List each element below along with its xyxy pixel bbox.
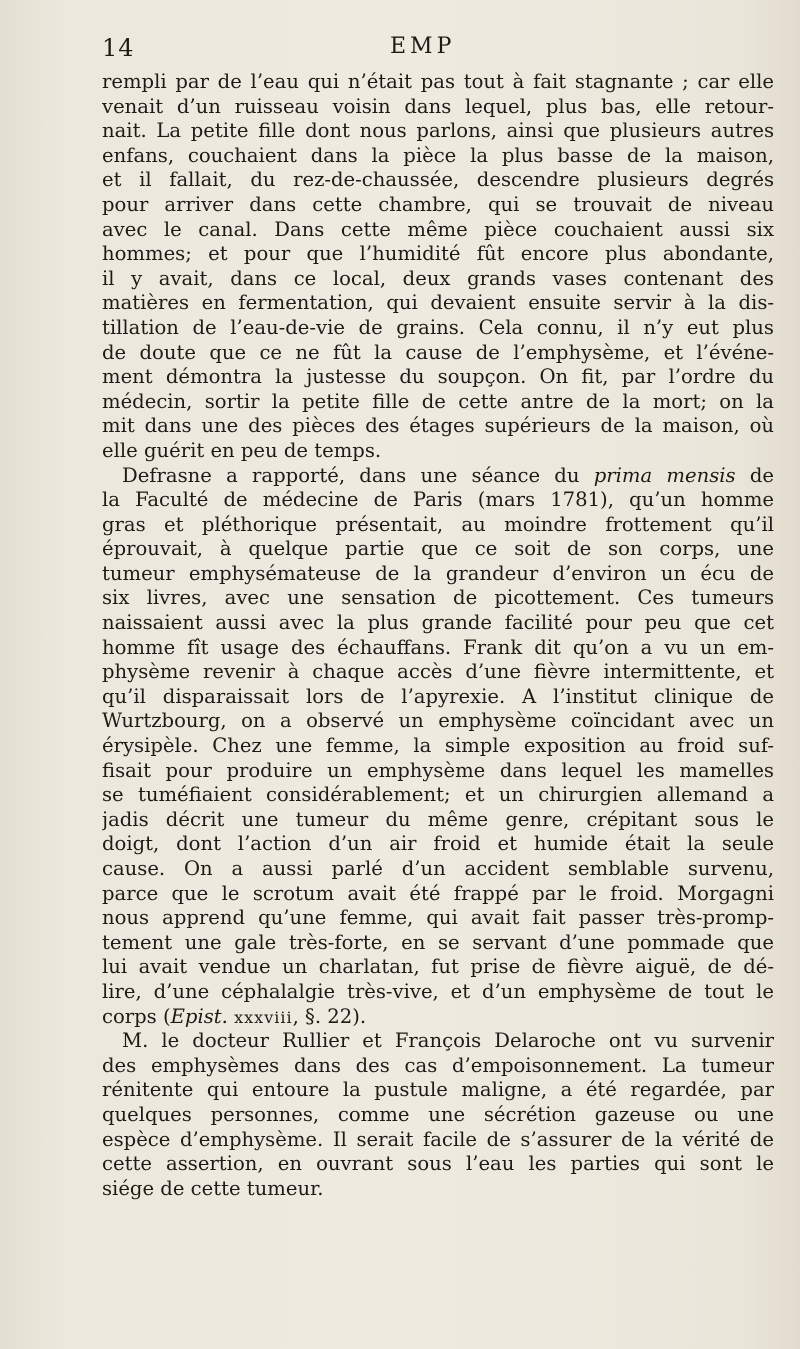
text-line: matières en fermentation, qui devaient ensuite servir à la dis-	[102, 291, 774, 315]
text-line: cette assertion, en ouvrant sous l’eau les parties qui sont le	[102, 1152, 774, 1176]
text-line: qu’il disparaissait lors de l’apyrexie. A l’institut clinique de	[102, 684, 774, 708]
text-line: hommes; et pour que l’humidité fût encore plus abondante,	[102, 242, 774, 266]
text-line: enfans, couchaient dans la pièce la plus basse de la maison,	[102, 143, 774, 167]
text-line: des emphysèmes dans des cas d’empoisonnement. La tumeur	[102, 1053, 774, 1077]
text-line: Wurtzbourg, on a observé un emphysème coïncidant avec un	[102, 709, 774, 733]
body-text	[102, 70, 774, 1201]
text-line: tumeur emphysémateuse de la grandeur d’environ un écu de	[102, 561, 774, 585]
show-through-bleed	[552, 1168, 782, 1238]
text-line: physème revenir à chaque accès d’une fièvre intermittente, et	[102, 660, 774, 684]
text-line: parce que le scrotum avait été frappé par le froid. Morgagni	[102, 881, 774, 905]
text-line: tement une gale très-forte, en se servant d’une pommade que	[102, 930, 774, 954]
page-number: 14	[102, 34, 135, 62]
text-line: lire, d’une céphalalgie très-vive, et d’un emphysème de tout le	[102, 979, 774, 1003]
text-line: Defrasne a rapporté, dans une séance du prima mensis de	[122, 463, 774, 487]
text-line: doigt, dont l’action d’un air froid et humide était la seule	[102, 832, 774, 856]
text-line: éprouvait, à quelque partie que ce soit de son corps, une	[102, 537, 774, 561]
text-line: elle guérit en peu de temps.	[102, 438, 382, 462]
text-line: six livres, avec une sensation de picottement. Ces tumeurs	[102, 586, 774, 610]
text-line: et il fallait, du rez-de-chaussée, descendre plusieurs degrés	[102, 168, 774, 192]
text-line: jadis décrit une tumeur du même genre, crépitant sous le	[102, 807, 774, 831]
text-line: rempli par de l’eau qui n’était pas tout à fait stagnante ; car elle	[102, 70, 774, 93]
text-line: pour arriver dans cette chambre, qui se trouvait de niveau	[102, 192, 774, 216]
text-line: de doute que ce ne fût la cause de l’emphysème, et l’événe-	[102, 340, 774, 364]
text-line: tillation de l’eau-de-vie de grains. Cela connu, il n’y eut plus	[102, 315, 774, 339]
text-line: cause. On a aussi parlé d’un accident semblable survenu,	[102, 857, 774, 880]
text-line: mit dans une des pièces des étages supérieurs de la maison, où	[102, 414, 774, 438]
text-line: avec le canal. Dans cette même pièce couchaient aussi six	[102, 217, 774, 241]
text-line: lui avait vendue un charlatan, fut prise de fièvre aiguë, de dé-	[102, 955, 774, 979]
text-line: il y avait, dans ce local, deux grands vases contenant des	[102, 266, 774, 290]
running-head: EMP	[390, 34, 456, 59]
text-line: érysipèle. Chez une femme, la simple exposition au froid suf-	[102, 734, 774, 758]
text-line: M. le docteur Rullier et François Delaroche ont vu survenir	[122, 1029, 774, 1053]
text-line: fisait pour produire un emphysème dans lequel les mamelles	[102, 758, 774, 782]
text-line: venait d’un ruisseau voisin dans lequel, plus bas, elle retour-	[102, 94, 774, 118]
text-line: se tuméfiaient considérablement; et un chirurgien allemand a	[102, 783, 774, 807]
text-line: nous apprend qu’une femme, qui avait fait passer très-promp-	[102, 906, 774, 930]
text-line: rénitente qui entoure la pustule maligne, a été regardée, par	[102, 1078, 774, 1102]
text-line: corps (Epist. xxxviii, §. 22).	[102, 1004, 367, 1028]
text-line: siége de cette tumeur.	[102, 1176, 324, 1200]
text-line: médecin, sortir la petite fille de cette antre de la mort; on la	[102, 389, 774, 413]
text-line: quelques personnes, comme une sécrétion gazeuse ou une	[102, 1102, 774, 1126]
text-line: ment démontra la justesse du soupçon. On fit, par l’ordre du	[102, 365, 774, 389]
page-header	[102, 34, 774, 66]
text-line: gras et pléthorique présentait, au moindre frottement qu’il	[102, 512, 774, 536]
text-line: la Faculté de médecine de Paris (mars 1781), qu’un homme	[102, 488, 774, 512]
text-line: homme fît usage des échauffans. Frank dit qu’on a vu un em-	[102, 635, 774, 659]
text-line: naissaient aussi avec la plus grande facilité pour peu que cet	[102, 611, 774, 635]
text-line: nait. La petite fille dont nous parlons, ainsi que plusieurs autres	[102, 119, 774, 143]
text-line: espèce d’emphysème. Il serait facile de s’assurer de la vérité de	[102, 1127, 774, 1151]
